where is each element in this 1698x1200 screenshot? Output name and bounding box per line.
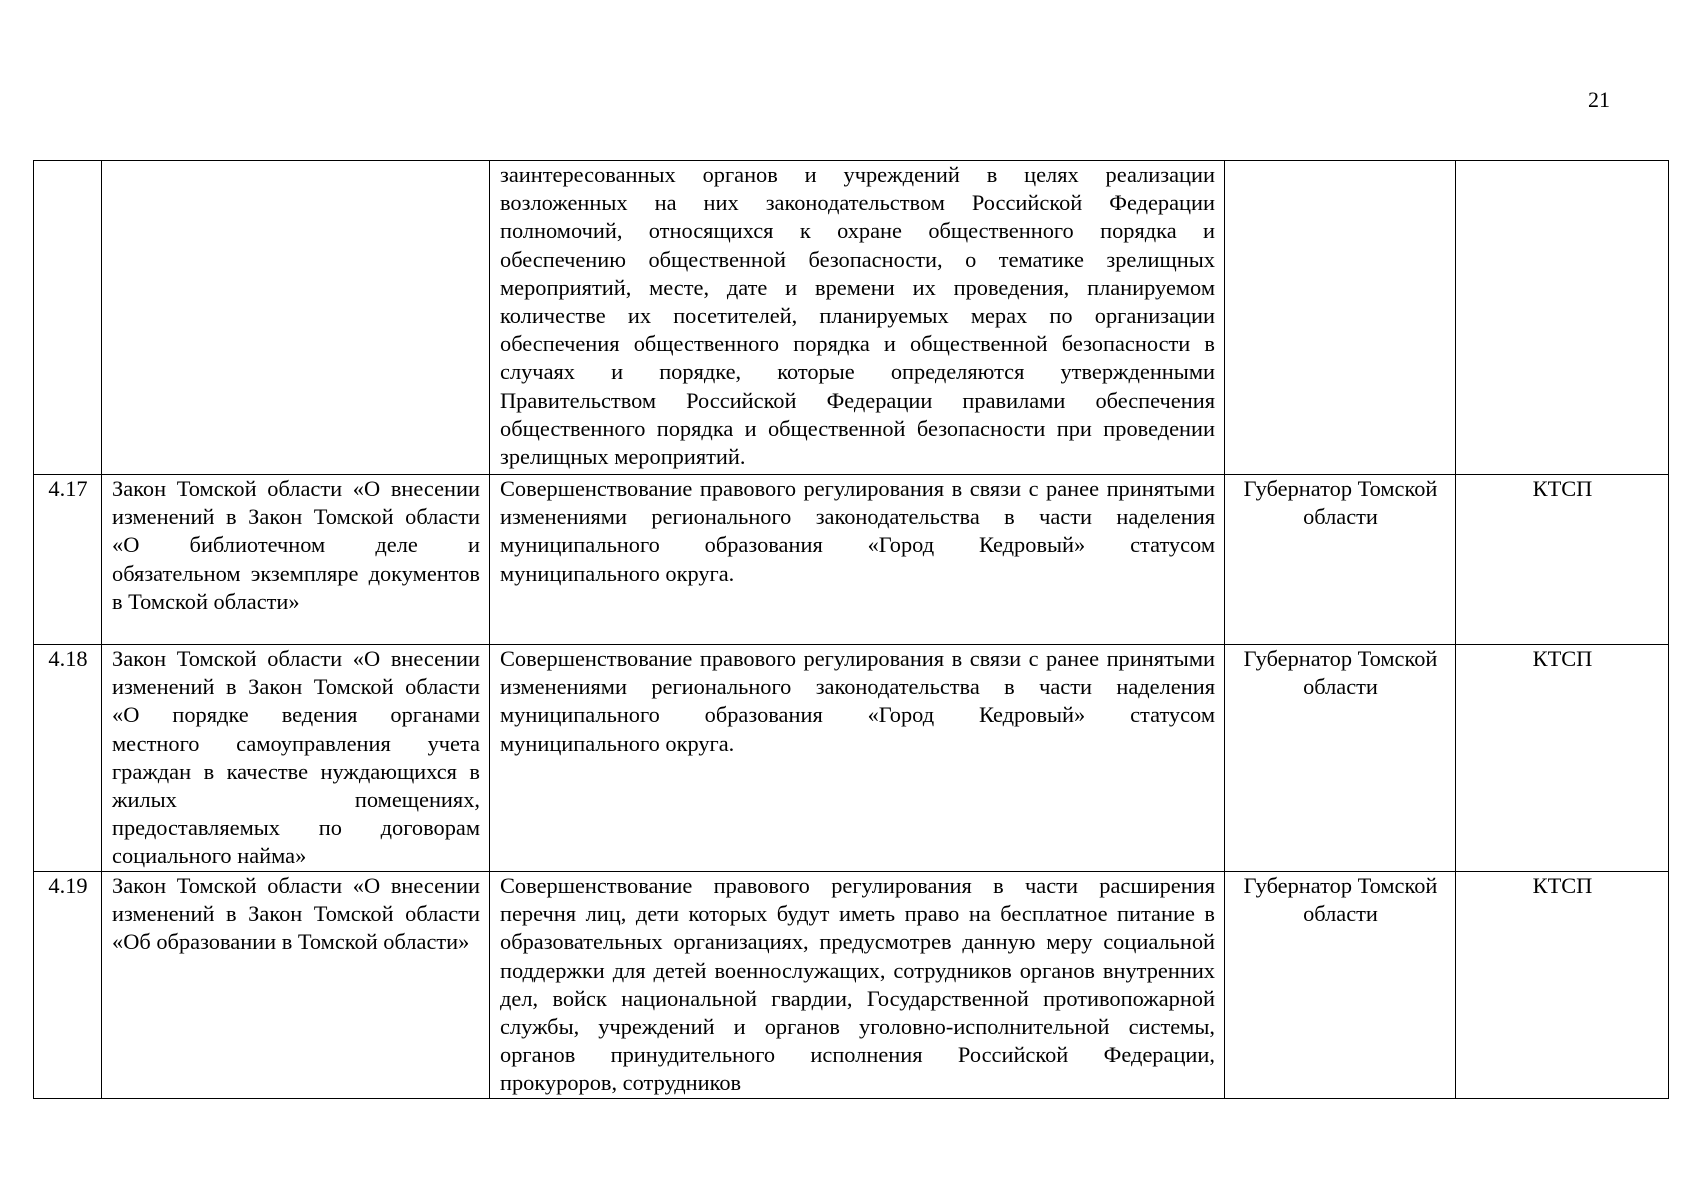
row-number-cell xyxy=(34,161,102,475)
table-row xyxy=(34,475,1669,645)
law-description-cell: Совершенствование правового регулирования в связи с ранее принятыми изменениями регионального законодательства в части наделения муниципального образования «Город Кедровый» статусом муниципального округа. xyxy=(490,475,1225,645)
responsible-cell: Губернатор Томской области xyxy=(1225,645,1456,872)
responsible-cell xyxy=(1225,161,1456,475)
committee-cell: КТСП xyxy=(1456,475,1669,645)
committee-cell: КТСП xyxy=(1456,645,1669,872)
responsible-cell: Губернатор Томской области xyxy=(1225,872,1456,1099)
table-row xyxy=(34,161,1669,475)
committee-cell xyxy=(1456,161,1669,475)
table-row xyxy=(34,645,1669,872)
law-description-cell: Совершенствование правового регулирования в связи с ранее принятыми изменениями регионального законодательства в части наделения муниципального образования «Город Кедровый» статусом муниципального округа. xyxy=(490,645,1225,872)
responsible-cell: Губернатор Томской области xyxy=(1225,475,1456,645)
law-description-cell xyxy=(490,872,1225,1099)
row-number-cell: 4.19 xyxy=(34,872,102,1099)
page-number: 21 xyxy=(1588,87,1610,112)
law-title-cell: Закон Томской области «О внесении изменений в Закон Томской области «О порядке ведения органами местного самоуправления учета граждан в качестве нуждающихся в жилых помещениях, предоставляемых по договорам социального найма» xyxy=(102,645,490,872)
law-title-cell: Закон Томской области «О внесении изменений в Закон Томской области «О библиотечном деле и обязательном экземпляре документов в Томской области» xyxy=(102,475,490,645)
law-title-cell xyxy=(102,161,490,475)
law-description-text: Совершенствование правового регулирования в части расширения перечня лиц, дети которых будут иметь право на бесплатное питание в образовательных организациях, предусмотрев данную меру социальной поддержки для детей военнослужащих, сотрудников органов внутренних дел, войск национальной гвардии, Государственной противопожарной службы, учреждений и органов уголовно-исполнительной системы, органов принудительного исполнения Российской Федерации, прокуроров, сотрудников xyxy=(500,873,1215,1096)
table-row xyxy=(34,872,1669,1099)
law-description-cell: заинтересованных органов и учреждений в целях реализации возложенных на них законодательством Российской Федерации полномочий, относящихся к охране общественного порядка и обеспечению общественной безопасности, о тематике зрелищных мероприятий, месте, дате и времени их проведения, планируемом количестве их посетителей, планируемых мерах по организации обеспечения общественного порядка и общественной безопасности в случаях и порядке, которые определяются утвержденными Правительством Российской Федерации правилами обеспечения общественного порядка и общественной безопасности при проведении зрелищных мероприятий. xyxy=(490,161,1225,475)
committee-cell: КТСП xyxy=(1456,872,1669,1099)
legislation-plan-table xyxy=(33,160,1669,1099)
law-title-cell: Закон Томской области «О внесении изменений в Закон Томской области «Об образовании в Томской области» xyxy=(102,872,490,1099)
row-number-cell: 4.17 xyxy=(34,475,102,645)
row-number-cell: 4.18 xyxy=(34,645,102,872)
